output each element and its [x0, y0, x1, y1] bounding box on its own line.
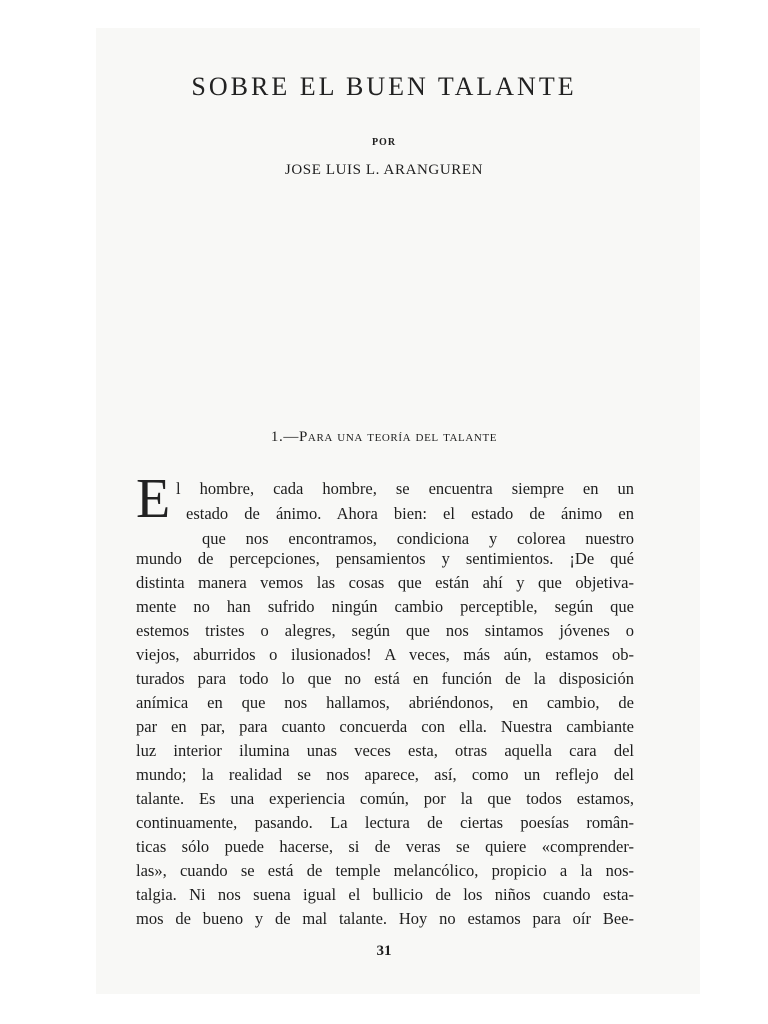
text-line: l hombre, cada hombre, se encuentra siempre en un [176, 479, 634, 498]
text-line: anímica en que nos hallamos, abriéndonos, en cambio, de [136, 693, 634, 712]
drop-cap: E [136, 468, 171, 530]
text-line: par en par, para cuanto concuerda con ella. Nuestra cambiante [136, 717, 634, 736]
text-line: mundo de percepciones, pensamientos y sentimientos. ¡De qué [136, 549, 634, 568]
text-line: viejos, aburridos o ilusionados! A veces, más aún, estamos ob- [136, 645, 634, 664]
text-line: continuamente, pasando. La lectura de ciertas poesías român- [136, 813, 634, 832]
text-line: luz interior ilumina unas veces esta, otras aquella cara del [136, 741, 634, 760]
text-line: ticas sólo puede hacerse, si de veras se quiere «comprender- [136, 837, 634, 856]
text-line: mente no han sufrido ningún cambio perceptible, según que [136, 597, 634, 616]
byline-label: POR [371, 137, 397, 148]
text-line: mos de bueno y de mal talante. Hoy no estamos para oír Bee- [136, 909, 634, 928]
page-number: 31 [376, 943, 392, 959]
text-line: turados para todo lo que no está en función de la disposición [136, 669, 634, 688]
text-line: mundo; la realidad se nos aparece, así, como un reflejo del [136, 765, 634, 784]
text-line: estemos tristes o alegres, según que nos sintamos jóvenes o [136, 621, 634, 640]
text-line: distinta manera vemos las cosas que están ahí y que objetiva- [136, 573, 634, 592]
text-line: que nos encontramos, condiciona y colorea nuestro [202, 529, 634, 548]
author-name: JOSE LUIS L. ARANGUREN [284, 162, 484, 178]
text-line: talgia. Ni nos suena igual el bullicio de los niños cuando esta- [136, 885, 634, 904]
article-title: SOBRE EL BUEN TALANTE [191, 72, 577, 101]
section-heading: 1.—Para una teoría del talante [270, 429, 498, 445]
text-line: las», cuando se está de temple melancólico, propicio a la nos- [136, 861, 634, 880]
text-line: talante. Es una experiencia común, por la que todos estamos, [136, 789, 634, 808]
text-line: estado de ánimo. Ahora bien: el estado de ánimo en [186, 504, 634, 523]
